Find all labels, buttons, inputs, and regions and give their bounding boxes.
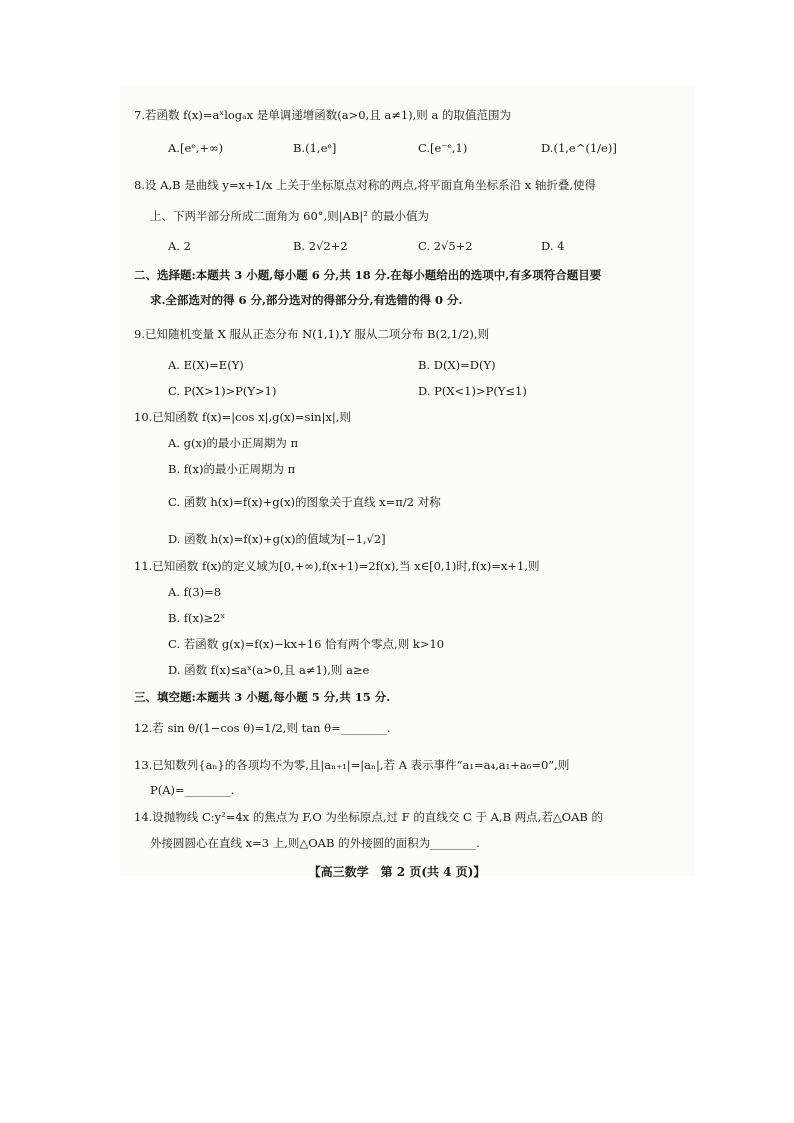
question-10-option-a: A. g(x)的最小正周期为 π xyxy=(168,436,299,450)
question-9-stem: 9.已知随机变量 X 服从正态分布 N(1,1),Y 服从二项分布 B(2,1/2),则 xyxy=(134,327,490,341)
question-7-stem: 7.若函数 f(x)=aˣlogₐx 是单调递增函数(a>0,且 a≠1),则 a 的取值范围为 xyxy=(134,108,511,122)
page-footer: 【高三数学 第 2 页(共 4 页)】 xyxy=(308,865,486,879)
question-8-stem-line1: 8.设 A,B 是曲线 y=x+1/x 上关于坐标原点对称的两点,将平面直角坐标系沿 x 轴折叠,使得 xyxy=(134,178,597,192)
section-2-heading-line1: 二、选择题:本题共 3 小题,每小题 6 分,共 18 分.在每小题给出的选项中,有多项符合题目要 xyxy=(134,268,602,282)
question-8-option-c: C. 2√5+2 xyxy=(418,239,473,253)
question-13-stem-line1: 13.已知数列{aₙ}的各项均不为零,且|aₙ₊₁|=|aₙ|,若 A 表示事件“a₁=a₄,a₁+a₆=0”,则 xyxy=(134,758,570,772)
question-14-stem-line2: 外接圆圆心在直线 x=3 上,则△OAB 的外接圆的面积为________. xyxy=(150,836,480,850)
question-12-stem: 12.若 sin θ/(1−cos θ)=1/2,则 tan θ=________. xyxy=(134,721,391,735)
question-11-option-b: B. f(x)≥2ˣ xyxy=(168,611,226,625)
question-9-option-d: D. P(X<1)>P(Y≤1) xyxy=(418,384,527,398)
question-11-option-d: D. 函数 f(x)≤aˣ(a>0,且 a≠1),则 a≥e xyxy=(168,663,370,677)
question-7-option-b: B.(1,eᵉ] xyxy=(293,141,337,155)
question-10-stem: 10.已知函数 f(x)=|cos x|,g(x)=sin|x|,则 xyxy=(134,410,351,424)
section-3-heading: 三、填空题:本题共 3 小题,每小题 5 分,共 15 分. xyxy=(134,690,391,704)
question-10-option-c: C. 函数 h(x)=f(x)+g(x)的图象关于直线 x=π/2 对称 xyxy=(168,495,441,509)
question-8-stem-line2: 上、下两半部分所成二面角为 60°,则|AB|² 的最小值为 xyxy=(150,209,429,223)
question-8-option-b: B. 2√2+2 xyxy=(293,239,348,253)
question-7-option-a: A.[eᵉ,+∞) xyxy=(168,141,224,155)
question-9-option-b: B. D(X)=D(Y) xyxy=(418,358,496,372)
question-11-stem: 11.已知函数 f(x)的定义域为[0,+∞),f(x+1)=2f(x),当 x∈[0,1)时,f(x)=x+1,则 xyxy=(134,559,540,573)
question-10-option-d: D. 函数 h(x)=f(x)+g(x)的值域为[−1,√2] xyxy=(168,532,386,546)
question-8-option-d: D. 4 xyxy=(541,239,565,253)
question-7-option-d: D.(1,e^(1/e)] xyxy=(541,141,617,155)
question-7-option-c: C.[e⁻ᵉ,1) xyxy=(418,141,468,155)
question-11-option-a: A. f(3)=8 xyxy=(168,585,222,599)
section-2-heading-line2: 求.全部选对的得 6 分,部分选对的得部分分,有选错的得 0 分. xyxy=(150,293,463,307)
question-8-option-a: A. 2 xyxy=(168,239,191,253)
question-11-option-c: C. 若函数 g(x)=f(x)−kx+16 恰有两个零点,则 k>10 xyxy=(168,637,445,651)
question-9-option-a: A. E(X)=E(Y) xyxy=(168,358,244,372)
question-13-stem-line2: P(A)=________. xyxy=(150,783,235,797)
question-10-option-b: B. f(x)的最小正周期为 π xyxy=(168,462,296,476)
question-9-option-c: C. P(X>1)>P(Y>1) xyxy=(168,384,277,398)
question-14-stem-line1: 14.设抛物线 C:y²=4x 的焦点为 F,O 为坐标原点,过 F 的直线交 C 于 A,B 两点,若△OAB 的 xyxy=(134,810,604,824)
